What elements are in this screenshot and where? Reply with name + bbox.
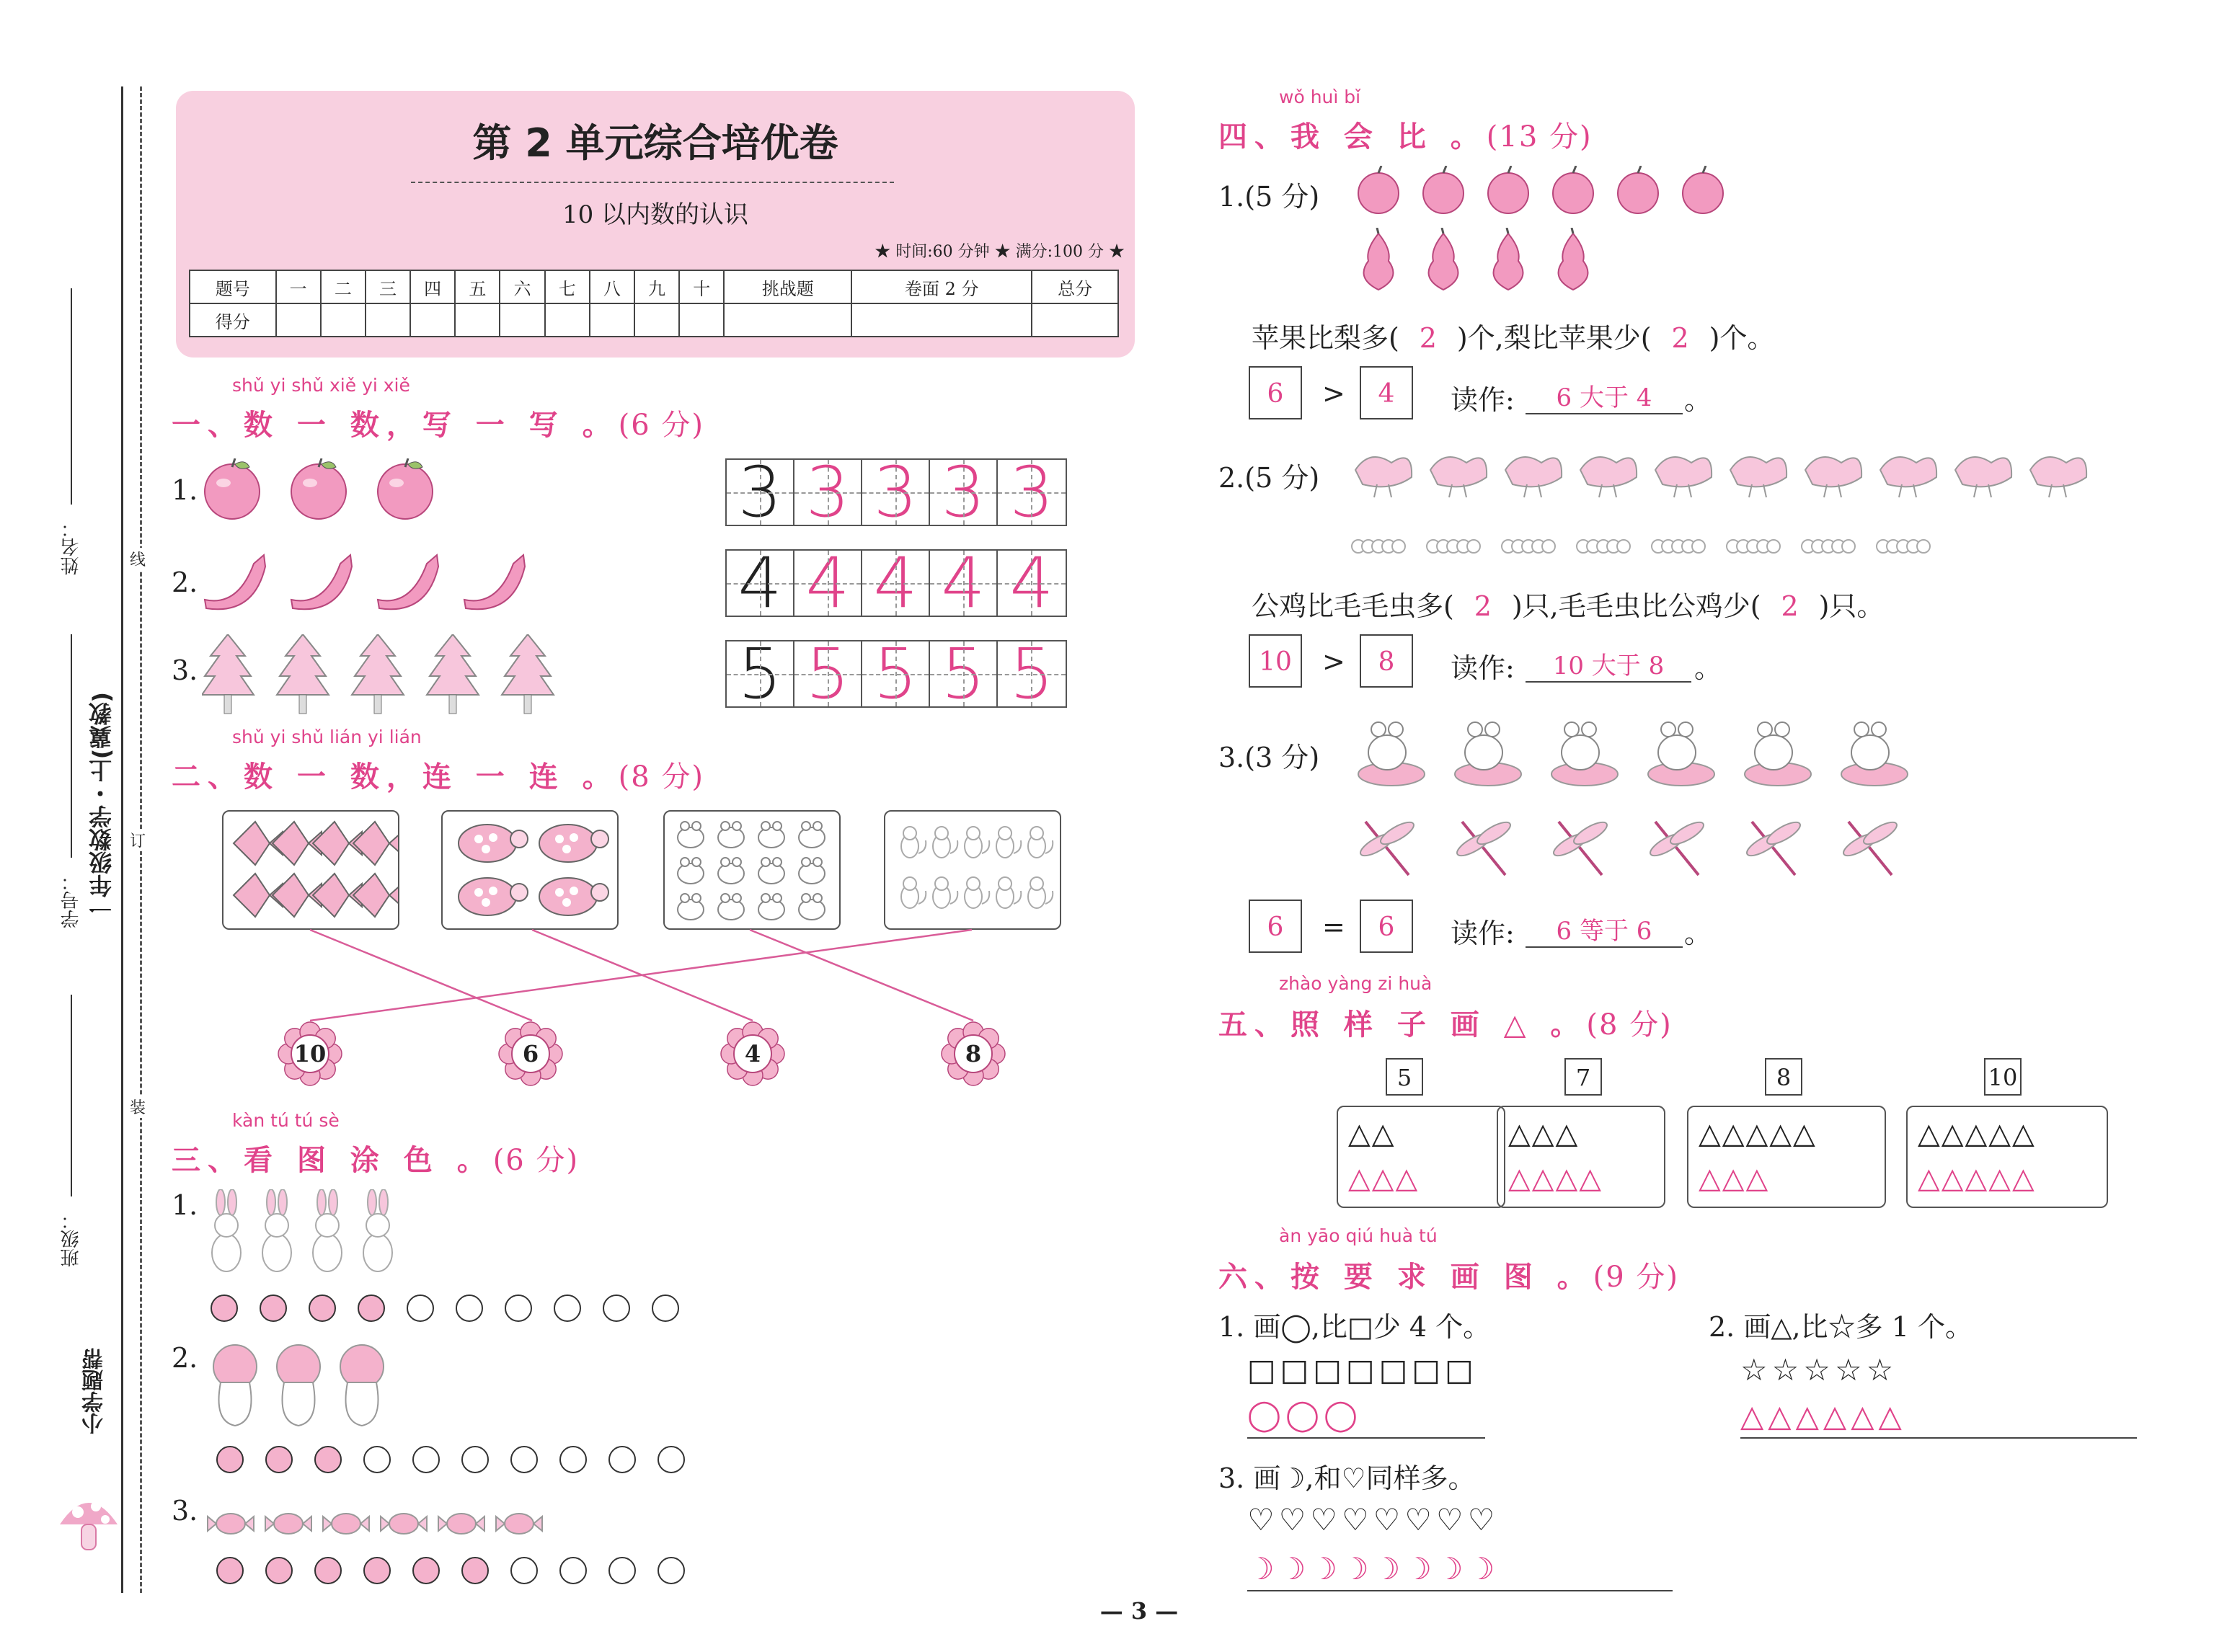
group-number: 10 <box>1984 1058 2022 1096</box>
page-number: — 3 — <box>1099 1597 1179 1625</box>
q6-3-answer-line <box>1247 1590 1673 1591</box>
s1-pinyin: shǔ yi shǔ xiě yi xiě <box>232 375 410 396</box>
q4-2-answer-2[interactable]: 2 <box>1781 590 1799 622</box>
q4-2-label: 2.(5 分) <box>1218 462 1320 494</box>
color-circle[interactable] <box>510 1557 538 1584</box>
q6-2-stars: ☆☆☆☆☆ <box>1740 1352 1898 1387</box>
group-number: 7 <box>1564 1058 1602 1096</box>
color-circle[interactable] <box>358 1294 385 1322</box>
pear-row <box>1355 228 1615 296</box>
q4-2-read-label: 读作: <box>1451 652 1515 684</box>
q6-1-text: 1. 画◯,比□少 4 个。 <box>1218 1311 1491 1343</box>
s3-label-1: 1. <box>172 1189 198 1221</box>
pear-icon <box>1355 228 1615 293</box>
s3-label-2: 2. <box>172 1342 198 1374</box>
tracing-cell[interactable]: 5 <box>727 641 794 706</box>
candy-icon <box>202 1499 577 1550</box>
score-header-4: 四 <box>410 270 455 303</box>
q4-1-read-end: 。 <box>1684 384 1712 416</box>
page-subtitle: 10 以内数的认识 <box>562 200 749 229</box>
tracing-cell[interactable]: 3 <box>794 460 862 525</box>
score-header-10: 十 <box>679 270 724 303</box>
q4-1-sentence: 苹果比梨多( 2 )个,梨比苹果少( 2 )个。 <box>1252 322 1775 354</box>
q6-3-hearts: ♡♡♡♡♡♡♡♡ <box>1247 1502 1500 1537</box>
q4-1-answer-1[interactable]: 2 <box>1419 322 1437 354</box>
q4-1-label: 1.(5 分) <box>1218 181 1320 213</box>
s3-pinyin: kàn tú tú sè <box>232 1110 340 1131</box>
s3-title: 三、看 图 涂 色 。(6 分) <box>172 1143 580 1177</box>
color-circle[interactable] <box>314 1446 342 1473</box>
s1-label-3: 3. <box>172 654 198 686</box>
cabbage-icon <box>202 1342 418 1436</box>
q4-1-right-box[interactable]: 4 <box>1360 366 1413 419</box>
q6-1-answer[interactable]: ◯◯◯ <box>1247 1397 1363 1432</box>
q4-2-op: > <box>1322 646 1345 678</box>
color-circle[interactable] <box>559 1557 587 1584</box>
score-header-9: 九 <box>634 270 679 303</box>
q4-2-sentence: 公鸡比毛毛虫多( 2 )只,毛毛虫比公鸡少( 2 )只。 <box>1252 590 1885 622</box>
triangle-row-answer: △△△ <box>1699 1162 1770 1195</box>
color-circle[interactable] <box>603 1294 630 1322</box>
tracing-cell[interactable]: 5 <box>998 641 1066 706</box>
color-circle[interactable] <box>658 1446 685 1473</box>
q4-3-right-box[interactable]: 6 <box>1360 900 1413 953</box>
s1-label-2: 2. <box>172 567 198 598</box>
mushroom-logo-icon <box>56 1485 121 1557</box>
color-circle[interactable] <box>554 1294 581 1322</box>
q4-2-left-box[interactable]: 10 <box>1249 634 1302 688</box>
number-flower[interactable] <box>940 1021 1006 1087</box>
q4-3-read-answer[interactable]: 6 等于 6 <box>1526 911 1683 948</box>
color-circle[interactable] <box>608 1446 636 1473</box>
s4-points: (13 分) <box>1486 120 1593 154</box>
tracing-cell[interactable]: 5 <box>862 641 930 706</box>
q6-3-text: 3. 画☽,和♡同样多。 <box>1218 1462 1476 1494</box>
cut-mark-1: 线 <box>130 548 146 570</box>
tracing-cell[interactable]: 3 <box>727 460 794 525</box>
tracing-cell[interactable]: 4 <box>998 551 1066 616</box>
score-header-6: 六 <box>500 270 544 303</box>
cut-mark-3: 装 <box>130 1096 146 1118</box>
color-circle[interactable] <box>260 1294 287 1322</box>
score-header-2: 二 <box>321 270 366 303</box>
tracing-cell[interactable]: 4 <box>930 551 998 616</box>
s2-points: (8 分) <box>618 760 705 794</box>
q6-2-answer-line <box>1740 1437 2137 1439</box>
number-flower[interactable] <box>720 1021 786 1087</box>
coloring-circles-2[interactable] <box>216 1446 707 1473</box>
color-circle[interactable] <box>510 1446 538 1473</box>
flower-number: 10 <box>293 1040 327 1067</box>
number-flower[interactable] <box>497 1021 564 1087</box>
score-header-3: 三 <box>366 270 410 303</box>
color-circle[interactable] <box>505 1294 532 1322</box>
s1-title: 一、数 一 数，写 一 写 。(6 分) <box>172 408 705 442</box>
q4-2-read-answer[interactable]: 10 大于 8 <box>1526 646 1691 683</box>
q4-2-read-end: 。 <box>1694 652 1722 684</box>
triangle-row: △△ <box>1348 1117 1396 1150</box>
color-circle[interactable] <box>456 1294 483 1322</box>
s6-pinyin: àn yāo qiú huà tú <box>1279 1225 1438 1246</box>
q4-1-read-label: 读作: <box>1451 384 1515 416</box>
page-title: 第 2 单元综合培优卷 <box>472 120 838 166</box>
color-circle[interactable] <box>407 1294 434 1322</box>
s4-title: 四、我 会 比 。(13 分) <box>1218 120 1593 154</box>
triangle-row-answer: △△△△ <box>1508 1162 1603 1195</box>
flower-number: 8 <box>965 1040 982 1067</box>
brand-label: 小学题帮 <box>82 1348 107 1434</box>
q4-3-left-box[interactable]: 6 <box>1249 900 1302 953</box>
tracing-cell[interactable]: 4 <box>794 551 862 616</box>
tracing-cell[interactable]: 3 <box>998 460 1066 525</box>
score-header-11: 挑战题 <box>724 270 851 303</box>
apple-icon <box>1355 166 1745 216</box>
triangle-box[interactable] <box>1687 1106 1886 1208</box>
color-circle[interactable] <box>265 1557 293 1584</box>
rabbit-icon <box>202 1189 418 1283</box>
tracing-cell[interactable]: 3 <box>930 460 998 525</box>
color-circle[interactable] <box>309 1294 336 1322</box>
s5-title: 五、照 样 子 画 △ 。(8 分) <box>1218 1008 1673 1042</box>
flower-number: 6 <box>522 1040 539 1067</box>
s3-label-3: 3. <box>172 1495 198 1527</box>
q6-1-squares: □□□□□□□ <box>1247 1352 1478 1387</box>
color-circle[interactable] <box>559 1446 587 1473</box>
q6-1-answer-line <box>1247 1437 1485 1439</box>
score-header-12: 卷面 2 分 <box>851 270 1032 303</box>
dragonfly-icon <box>1355 812 1932 884</box>
color-circle[interactable] <box>608 1557 636 1584</box>
q4-1-op: > <box>1322 378 1345 409</box>
q6-2-answer[interactable]: △△△△△△ <box>1740 1398 1906 1434</box>
q6-2-text: 2. 画△,比☆多 1 个。 <box>1709 1311 1973 1343</box>
coloring-circles-3[interactable] <box>216 1557 707 1584</box>
apple-row-compare <box>1355 166 1745 219</box>
s2-pinyin: shǔ yi shǔ lián yi lián <box>232 727 422 747</box>
s5-points: (8 分) <box>1586 1008 1673 1042</box>
color-circle[interactable] <box>314 1557 342 1584</box>
triangle-box[interactable] <box>1497 1106 1665 1208</box>
matching-lines <box>0 0 1154 1081</box>
tracing-cell[interactable]: 4 <box>862 551 930 616</box>
coloring-circles-1[interactable] <box>211 1294 701 1322</box>
triangle-box[interactable] <box>1906 1106 2108 1208</box>
triangle-row: △△△△△ <box>1699 1117 1817 1150</box>
color-circle[interactable] <box>265 1446 293 1473</box>
tracing-cell[interactable]: 5 <box>794 641 862 706</box>
triangle-row-answer: △△△ <box>1348 1162 1420 1195</box>
color-circle[interactable] <box>461 1446 489 1473</box>
group-number: 5 <box>1386 1058 1423 1096</box>
caterpillar-icon <box>1348 520 1961 564</box>
color-circle[interactable] <box>658 1557 685 1584</box>
flower-number: 4 <box>744 1040 761 1067</box>
color-circle[interactable] <box>211 1294 238 1322</box>
s5-pinyin: zhào yàng zi huà <box>1279 973 1433 994</box>
color-circle[interactable] <box>412 1446 440 1473</box>
s6-points: (9 分) <box>1593 1261 1680 1294</box>
score-header-0: 题号 <box>190 270 276 303</box>
q4-3-op: = <box>1322 911 1345 943</box>
rooster-icon <box>1348 441 2105 499</box>
q4-3-label: 3.(3 分) <box>1218 742 1320 773</box>
name-label: 姓名： <box>61 519 82 575</box>
tracing-cell[interactable]: 5 <box>930 641 998 706</box>
q4-1-left-box[interactable]: 6 <box>1249 366 1302 419</box>
color-circle[interactable] <box>652 1294 679 1322</box>
class-label: 班级： <box>61 1211 82 1267</box>
color-circle[interactable] <box>412 1557 440 1584</box>
q4-1-read-answer[interactable]: 6 大于 4 <box>1526 378 1683 414</box>
q4-1-answer-2[interactable]: 2 <box>1671 322 1689 354</box>
s1-points: (6 分) <box>618 409 705 442</box>
score-row-label: 得分 <box>190 303 276 337</box>
group-number: 8 <box>1765 1058 1802 1096</box>
cut-mark-2: 订 <box>130 829 146 851</box>
triangle-row: △△△△△ <box>1918 1117 2036 1150</box>
s3-points: (6 分) <box>492 1144 580 1177</box>
q6-3-answer[interactable]: ☽☽☽☽☽☽☽☽ <box>1247 1551 1500 1586</box>
triangle-row: △△△ <box>1508 1117 1580 1150</box>
book-title: 一年级数学・上(冀教) <box>88 692 115 921</box>
q4-3-read-label: 读作: <box>1451 918 1515 949</box>
q4-2-answer-1[interactable]: 2 <box>1474 590 1492 622</box>
tracing-cell[interactable]: 4 <box>727 551 794 616</box>
frog-on-lily-icon <box>1355 712 1932 791</box>
score-header-7: 七 <box>545 270 590 303</box>
color-circle[interactable] <box>363 1557 391 1584</box>
tracing-cell[interactable]: 3 <box>862 460 930 525</box>
color-circle[interactable] <box>216 1446 244 1473</box>
triangle-row-answer: △△△△△ <box>1918 1162 2036 1195</box>
color-circle[interactable] <box>461 1557 489 1584</box>
score-header-13: 总分 <box>1032 270 1118 303</box>
s1-label-1: 1. <box>172 474 198 506</box>
color-circle[interactable] <box>363 1446 391 1473</box>
s4-pinyin: wǒ huì bǐ <box>1279 86 1361 107</box>
q4-3-read-end: 。 <box>1684 918 1712 949</box>
id-label: 学号： <box>61 872 82 928</box>
color-circle[interactable] <box>216 1557 244 1584</box>
exam-meta: ★ 时间:60 分钟 ★ 满分:100 分 ★ <box>875 243 1125 261</box>
score-header-5: 五 <box>455 270 500 303</box>
q4-2-right-box[interactable]: 8 <box>1360 634 1413 688</box>
triangle-box[interactable] <box>1337 1106 1505 1208</box>
s6-title: 六、按 要 求 画 图 。(9 分) <box>1218 1260 1680 1294</box>
score-header-8: 八 <box>590 270 634 303</box>
s2-title: 二、数 一 数，连 一 连 。(8 分) <box>172 760 705 794</box>
score-header-1: 一 <box>276 270 321 303</box>
number-flower[interactable] <box>277 1021 343 1087</box>
